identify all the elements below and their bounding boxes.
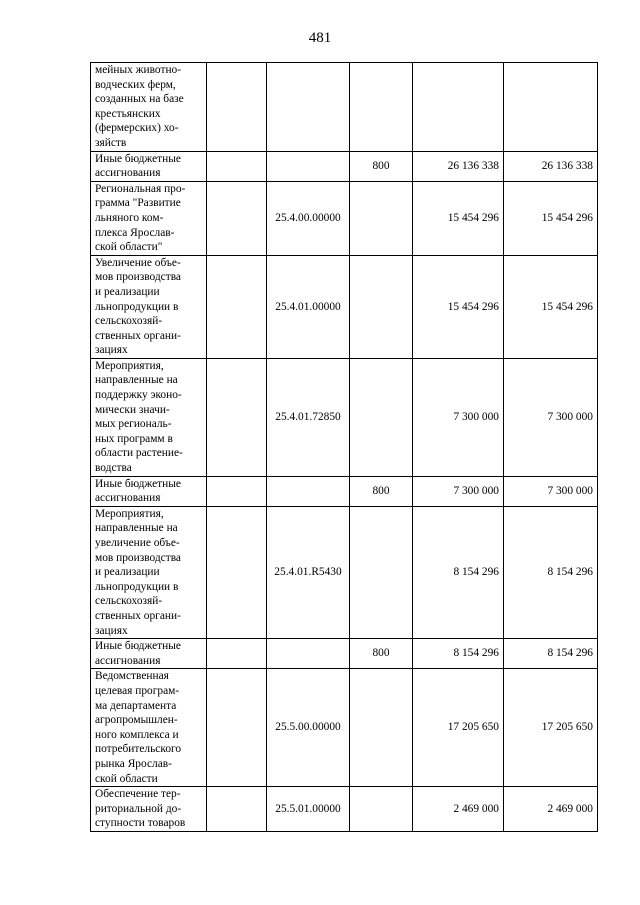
amount-2: 7 300 000 [504,358,598,476]
budget-table [90,62,598,832]
amount-1: 15 454 296 [413,181,504,255]
table-row [91,639,598,669]
table-row [91,255,598,358]
empty-cell [207,669,267,787]
empty-cell [207,63,267,152]
expense-type [350,181,413,255]
amount-1: 8 154 296 [413,506,504,638]
empty-cell [207,255,267,358]
amount-2: 15 454 296 [504,181,598,255]
target-code: 25.5.01.00000 [267,787,350,832]
empty-cell [207,358,267,476]
amount-1: 7 300 000 [413,358,504,476]
empty-cell [207,506,267,638]
row-name: Региональная про- грамма "Развитие льняного ком- плекса Ярослав- ской области" [91,181,207,255]
target-code: 25.4.01.72850 [267,358,350,476]
expense-type [350,358,413,476]
table-row [91,669,598,787]
amount-2: 7 300 000 [504,476,598,506]
amount-1: 15 454 296 [413,255,504,358]
expense-type [350,63,413,152]
target-code [267,639,350,669]
empty-cell [207,639,267,669]
amount-2: 17 205 650 [504,669,598,787]
amount-2 [504,63,598,152]
amount-1: 8 154 296 [413,639,504,669]
row-name: Увеличение объе- мов производства и реализации льнопродукции в сельскохозяй- ственных органи- зациях [91,255,207,358]
expense-type [350,255,413,358]
expense-type [350,506,413,638]
target-code: 25.4.01.00000 [267,255,350,358]
amount-1: 26 136 338 [413,151,504,181]
target-code [267,476,350,506]
row-name: мейных животно- водческих ферм, созданных на базе крестьянских (фермерских) хо- зяйств [91,63,207,152]
page-number: 481 [308,30,332,46]
empty-cell [207,476,267,506]
expense-type [350,787,413,832]
row-name: Мероприятия, направленные на увеличение объе- мов производства и реализации льнопродукции в сельскохозяй- ственных органи- зациях [91,506,207,638]
empty-cell [207,151,267,181]
target-code [267,151,350,181]
table-row [91,506,598,638]
empty-cell [207,181,267,255]
amount-2: 2 469 000 [504,787,598,832]
row-name: Иные бюджетные ассигнования [91,476,207,506]
row-name: Обеспечение тер- риториальной до- ступности товаров [91,787,207,832]
amount-1: 7 300 000 [413,476,504,506]
row-name: Иные бюджетные ассигнования [91,639,207,669]
table-row [91,476,598,506]
amount-1 [413,63,504,152]
expense-type: 800 [350,639,413,669]
table-row [91,181,598,255]
target-code [267,63,350,152]
amount-2: 8 154 296 [504,639,598,669]
empty-cell [207,787,267,832]
row-name: Ведомственная целевая програм- ма департамента агропромышлен- ного комплекса и потребительского рынка Ярослав- ской области [91,669,207,787]
table-row [91,787,598,832]
amount-1: 2 469 000 [413,787,504,832]
table-row [91,63,598,152]
amount-2: 8 154 296 [504,506,598,638]
expense-type: 800 [350,151,413,181]
table-row [91,358,598,476]
target-code: 25.4.01.R5430 [267,506,350,638]
expense-type: 800 [350,476,413,506]
target-code: 25.4.00.00000 [267,181,350,255]
amount-2: 26 136 338 [504,151,598,181]
amount-2: 15 454 296 [504,255,598,358]
expense-type [350,669,413,787]
target-code: 25.5.00.00000 [267,669,350,787]
table-row [91,151,598,181]
row-name: Мероприятия, направленные на поддержку эконо- мически значи- мых региональ- ных программ в области растение- водства [91,358,207,476]
row-name: Иные бюджетные ассигнования [91,151,207,181]
amount-1: 17 205 650 [413,669,504,787]
